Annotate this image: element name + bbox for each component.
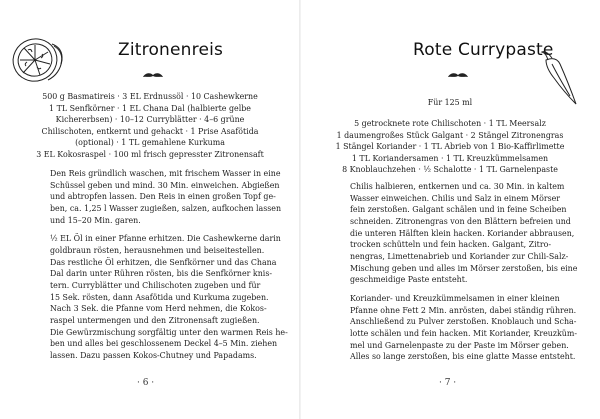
instructions-right [350,181,578,370]
text-line: trocken schütteln und fein hacken. Galgant, Zitro- [350,240,552,250]
text-line: geschmeidige Paste entsteht. [350,275,468,285]
text-line: Pfanne ohne Fett 2 Min. anrösten, dabei ständig rühren. [350,305,577,315]
ingredient-line: 3 EL Kokosraspel · 100 ml frisch gepresster Zitronensaft [36,149,264,159]
mustache-ornament-left [142,72,164,80]
text-line: tern. Curryblätter und Chilischoten zugeben und für [50,280,261,290]
ingredient-line: Chilischoten, entkernt und gehackt · 1 Prise Asafötida [41,126,259,136]
text-line: raspel untermengen und den Zitronensaft zugießen. [50,315,260,325]
ingredient-line: 1 TL Senfkörner · 1 EL Chana Dal (halbierte gelbe [49,103,251,113]
ingredient-line: (optional) · 1 TL gemahlene Kurkuma [75,138,225,148]
text-line: goldbraun rösten, herausnehmen und beiseitestellen. [50,245,265,255]
text-line: ½ EL Öl in einer Pfanne erhitzen. Die Cashewkerne darin [50,234,281,244]
text-line: Koriander- und Kreuzkümmelsamen in einer kleinen [350,293,560,303]
ingredient-line: 5 getrocknete rote Chilischoten · 1 TL Meersalz [354,119,546,128]
ingredient-line: 1 TL Koriandersamen · 1 TL Kreuzkümmelsamen [351,153,549,163]
mustache-ornament-right [447,72,469,80]
ingredient-line: 500 g Basmatireis · 3 EL Erdnussöl · 10 Cashewkerne [42,92,258,101]
text-line: Anschließend zu Pulver zerstoßen. Knoblauch und Scha- [350,317,577,327]
text-line: die unteren Hälften klein hacken. Koriander abbrausen, [350,228,575,238]
text-line: Das restliche Öl erhitzen, die Senfkörner und das Chana [50,257,277,267]
ingredients-list-left [0,91,300,161]
text-line: ben, ca. 1,25 l Wasser zugießen, salzen, aufkochen lassen [50,203,282,213]
text-line: schneiden. Zitronengras von den Blättern befreien und [350,216,571,226]
ingredient-line: 1 Stängel Koriander · 1 TL Abrieb von 1 Bio-Kaffirlimette [335,142,565,152]
text-line: Mischung geben und alles im Mörser zerstoßen, bis eine [350,263,578,273]
text-line: nengras, Limettenabrieb und Koriander zur Chili-Salz- [350,251,569,261]
ingredient-line: Kichererbsen) · 10–12 Curryblätter · 4–6 grüne [55,115,245,125]
text-line: Den Reis gründlich waschen, mit frischem Wasser in eine [50,169,281,178]
text-line: fein zerstoßen. Galgant schälen und in feine Scheiben [350,205,567,215]
instruction-paragraph [350,181,578,286]
text-line: lassen. Dazu passen Kokos-Chutney und Papadams. [50,350,257,360]
text-line: ben und alles bei geschlossenem Deckel 4–5 Min. ziehen [50,339,278,349]
instruction-paragraph [350,293,578,363]
lemon-illustration [8,30,68,88]
text-line: und abtropfen lassen. Den Reis in einen großen Topf ge- [50,192,276,202]
recipe-title-right: Rote Currypaste [413,40,554,60]
right-page [300,0,600,419]
instructions-left [50,168,288,369]
text-line: mel und Garnelenpaste zu der Paste im Mörser geben. [350,340,569,350]
text-line: Dal darin unter Rühren rösten, bis die Senfkörner knis- [50,269,273,279]
page-number-right: · 7 · [439,378,457,388]
text-line: Schüssel geben und mind. 30 Min. einweichen. Abgießen [50,180,280,190]
page-number-left: · 6 · [137,378,155,388]
text-line: und 15–20 Min. garen. [50,215,141,225]
text-line: Alles so lange zerstoßen, bis eine glatte Masse entsteht. [350,352,576,362]
ingredients-list-right [300,118,600,176]
text-line: Nach 3 Sek. die Pfanne vom Herd nehmen, die Kokos- [50,304,267,314]
ingredient-line: 1 daumengroßes Stück Galgant · 2 Stängel Zitronengras [336,130,564,140]
text-line: Chilis halbieren, entkernen und ca. 30 Min. in kaltem [350,182,565,191]
text-line: Die Gewürzmischung sorgfältig unter den warmen Reis he- [50,327,288,337]
ingredient-line: 8 Knoblauchzehen · ½ Schalotte · 1 TL Garnelenpaste [342,165,558,175]
text-line: Wasser einweichen. Chilis und Salz in einem Mörser [350,193,561,203]
text-line: 15 Sek. rösten, dann Asafötida und Kurkuma zugeben. [50,292,269,302]
yield-label: Für 125 ml [427,98,473,107]
text-line: lotte schälen und fein hacken. Mit Koriander, Kreuzküm- [350,328,578,338]
instruction-paragraph [50,233,288,361]
recipe-title-left: Zitronenreis [118,40,224,60]
instruction-paragraph [50,168,282,226]
